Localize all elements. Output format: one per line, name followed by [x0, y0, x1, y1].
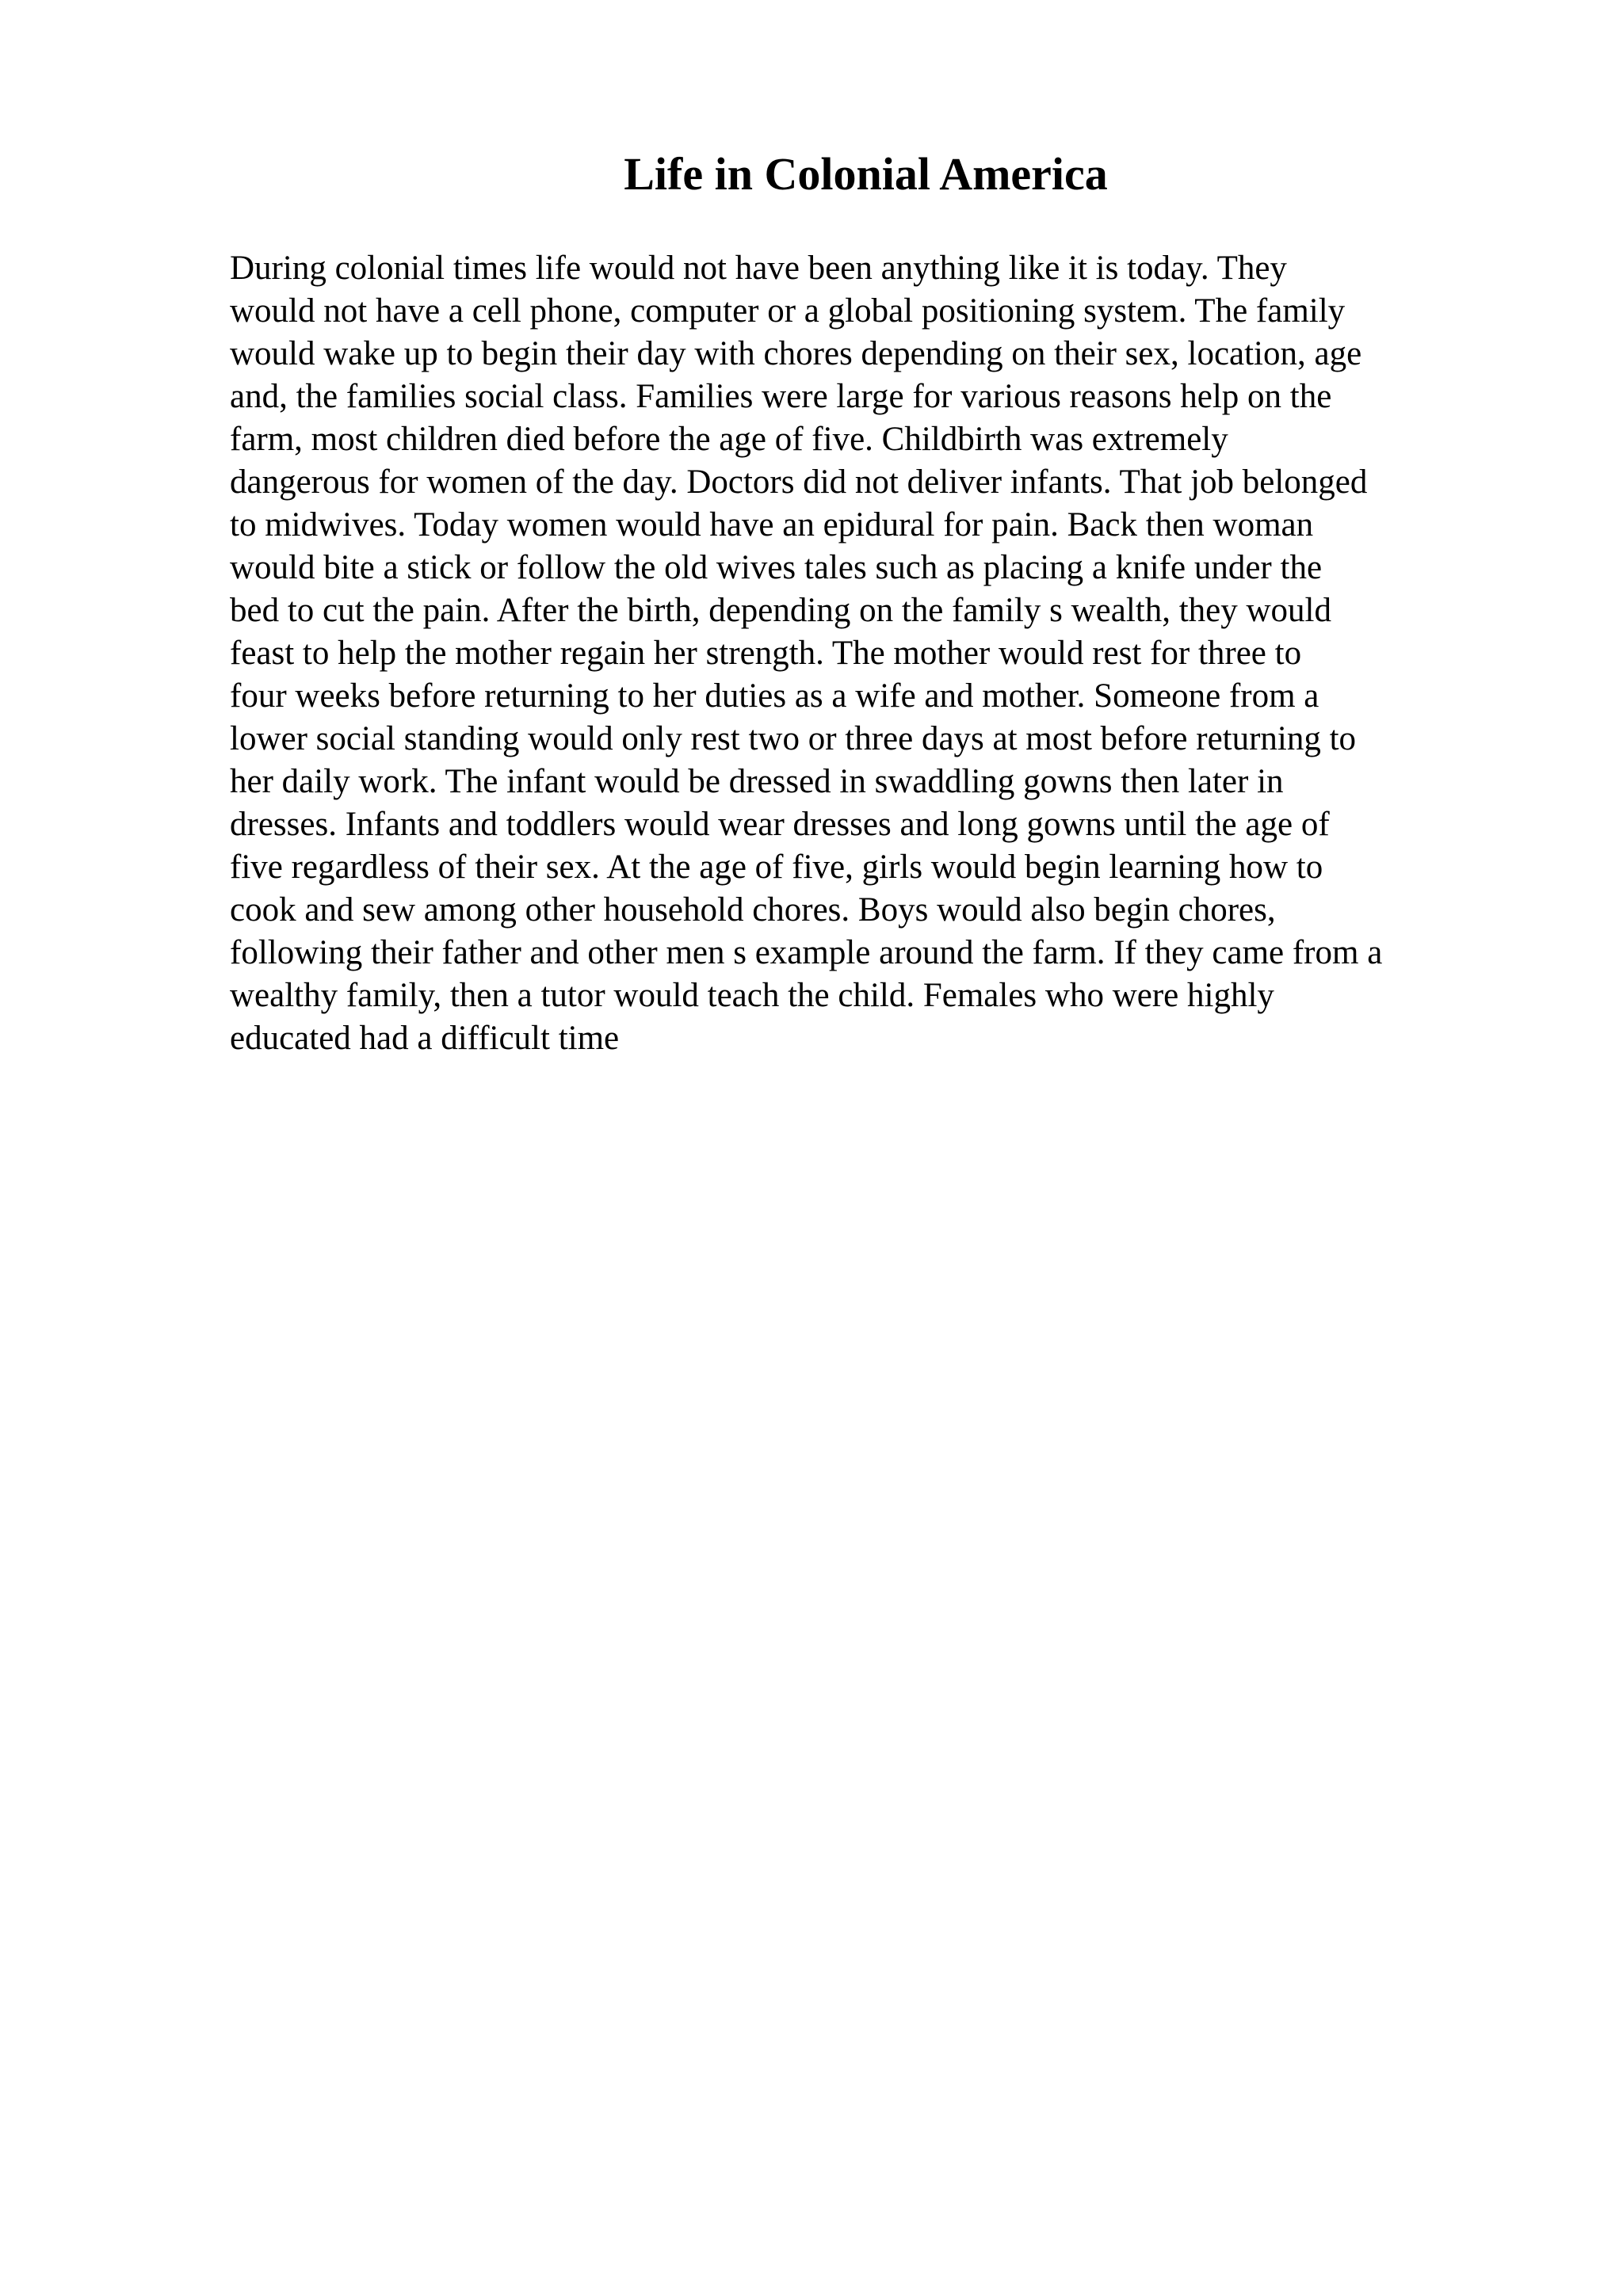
body-line: educated had a difficult time — [230, 1020, 620, 1057]
body-line: her daily work. The infant would be dressed in swaddling gowns then later in — [230, 763, 1284, 800]
body-line: dangerous for women of the day. Doctors did not deliver infants. That job belonged — [230, 463, 1368, 501]
body-line: would bite a stick or follow the old wives tales such as placing a knife under the — [230, 549, 1323, 586]
body-line: five regardless of their sex. At the age of five, girls would begin learning how to — [230, 849, 1323, 886]
document-body — [230, 247, 1545, 1060]
body-line: would not have a cell phone, computer or a global positioning system. The family — [230, 292, 1346, 330]
body-line: cook and sew among other household chores. Boys would also begin chores, — [230, 891, 1276, 929]
body-line: farm, most children died before the age of five. Childbirth was extremely — [230, 421, 1228, 458]
body-line: to midwives. Today women would have an epidural for pain. Back then woman — [230, 506, 1314, 543]
body-line: and, the families social class. Families were large for various reasons help on the — [230, 378, 1332, 415]
body-line: bed to cut the pain. After the birth, depending on the family s wealth, they would — [230, 592, 1332, 629]
document-title: Life in Colonial America — [624, 148, 1108, 200]
body-line: During colonial times life would not have been anything like it is today. They — [230, 250, 1287, 287]
body-line: would wake up to begin their day with chores depending on their sex, location, age — [230, 335, 1362, 372]
body-line: wealthy family, then a tutor would teach the child. Females who were highly — [230, 977, 1274, 1014]
body-line: lower social standing would only rest two or three days at most before returning to — [230, 720, 1357, 757]
body-line: following their father and other men s example around the farm. If they came from a — [230, 934, 1383, 971]
body-line: four weeks before returning to her duties as a wife and mother. Someone from a — [230, 677, 1319, 715]
body-line: feast to help the mother regain her strength. The mother would rest for three to — [230, 635, 1302, 672]
body-line: dresses. Infants and toddlers would wear dresses and long gowns until the age of — [230, 806, 1330, 843]
